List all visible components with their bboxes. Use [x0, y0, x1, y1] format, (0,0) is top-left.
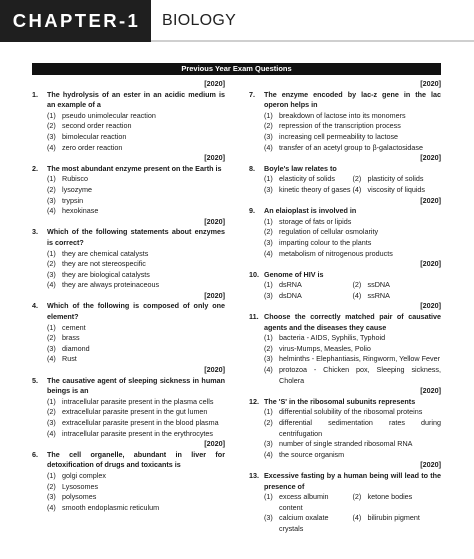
option-text: trypsin — [62, 195, 84, 205]
option-label: (4) — [352, 290, 362, 300]
option-label: (4) — [47, 502, 56, 512]
option-row — [32, 344, 225, 355]
option-label: (2) — [352, 174, 362, 184]
option-text: ketone bodies — [367, 492, 413, 502]
section-banner: Previous Year Exam Questions — [32, 63, 441, 75]
option-label: (3) — [264, 131, 273, 141]
option-label: (2) — [352, 280, 362, 290]
option-pair-row — [249, 291, 441, 302]
option-text: kinetic theory of gases — [279, 184, 351, 194]
question-number: 5. — [32, 375, 38, 385]
option-row — [249, 227, 441, 238]
option-pair-row — [249, 174, 441, 185]
year-tag: [2020] — [420, 460, 441, 470]
option-label: (4) — [264, 449, 273, 459]
option-row — [32, 482, 225, 493]
option-row — [32, 397, 225, 408]
option-pair-row — [249, 513, 441, 534]
option-text: metabolism of nitrogenous products — [279, 248, 393, 258]
option-row — [32, 492, 225, 503]
option-row — [249, 238, 441, 249]
option-text: polysomes — [62, 492, 97, 502]
option-text: lysozyme — [62, 184, 92, 194]
left-column — [32, 79, 225, 513]
page-header — [0, 0, 474, 42]
option-row — [32, 407, 225, 418]
option-label: (2) — [47, 259, 56, 269]
question-text: The 'S' in the ribosomal subunits represents — [264, 396, 416, 406]
option-text: repression of the transcription process — [279, 121, 401, 131]
question-number: 2. — [32, 163, 38, 173]
option-row — [32, 206, 225, 217]
option-row — [249, 450, 441, 461]
year-tag: [2020] — [204, 290, 225, 300]
question-stem — [32, 164, 225, 175]
chapter-label: CHAPTER-1 — [0, 0, 151, 42]
option-label: (4) — [47, 428, 56, 438]
question-text: Boyle's law relates to — [264, 163, 337, 173]
option-text: diamond — [62, 343, 90, 353]
option-text: intracellular parasite present in the plasma cells — [62, 396, 214, 406]
question-number: 4. — [32, 301, 38, 311]
year-tag: [2020] — [420, 301, 441, 311]
option-row — [32, 471, 225, 482]
option-item — [264, 291, 353, 302]
option-row — [32, 143, 225, 154]
option-label: (1) — [47, 174, 56, 184]
header-divider — [151, 40, 474, 42]
option-row — [32, 121, 225, 132]
option-text: helminths - Elephantiasis, Ringworm, Yellow Fever — [279, 354, 440, 364]
option-row — [249, 143, 441, 154]
option-item — [353, 291, 442, 302]
question-stem — [249, 206, 441, 217]
option-text: excess albumin content — [279, 492, 329, 512]
option-label: (3) — [47, 269, 56, 279]
question-number: 12. — [249, 396, 259, 406]
option-label: (2) — [352, 492, 362, 502]
year-tag: [2020] — [420, 79, 441, 88]
year-tag: [2020] — [204, 216, 225, 226]
option-label: (2) — [264, 343, 273, 353]
option-label: (3) — [264, 439, 273, 449]
question-number: 9. — [249, 206, 255, 216]
option-row — [32, 270, 225, 281]
option-label: (3) — [264, 354, 273, 364]
option-row — [249, 407, 441, 418]
option-text: they are biological catalysts — [62, 269, 150, 279]
year-tag: [2020] — [420, 153, 441, 163]
option-text: calcium oxalate crystals — [279, 513, 329, 533]
option-row — [32, 503, 225, 514]
question-stem — [249, 270, 441, 281]
option-label: (1) — [264, 110, 273, 120]
option-text: differential sedimentation rates during centrifugation — [279, 418, 441, 438]
option-text: increasing cell permeability to lactose — [279, 131, 399, 141]
option-text: zero order reaction — [62, 142, 123, 152]
option-label: (1) — [264, 174, 273, 184]
option-label: (2) — [264, 121, 273, 131]
option-label: (1) — [264, 216, 273, 226]
option-item — [264, 513, 353, 534]
option-text: differential solubility of the ribosomal proteins — [279, 407, 423, 417]
option-row — [32, 132, 225, 143]
question-text: The most abundant enzyme present on the Earth is — [47, 163, 222, 173]
option-text: number of single stranded ribosomal RNA — [279, 439, 413, 449]
option-text: Lysosomes — [62, 481, 99, 491]
option-text: regulation of cellular osmolarity — [279, 227, 379, 237]
option-text: bimolecular reaction — [62, 131, 127, 141]
option-label: (2) — [47, 333, 56, 343]
option-text: pseudo unimolecular reaction — [62, 110, 156, 120]
option-pair-row — [249, 492, 441, 513]
option-label: (4) — [47, 142, 56, 152]
option-text: imparting colour to the plants — [279, 237, 372, 247]
option-label: (3) — [47, 418, 56, 427]
option-text: they are chemical catalysts — [62, 248, 149, 258]
question-stem — [32, 227, 225, 248]
option-label: (3) — [264, 513, 273, 523]
question-number: 11. — [249, 312, 259, 322]
option-item — [353, 174, 442, 185]
option-label: (1) — [47, 110, 56, 120]
question-stem — [249, 164, 441, 175]
option-label: (3) — [47, 131, 56, 141]
option-row — [249, 439, 441, 450]
option-pair-row — [249, 280, 441, 291]
year-tag: [2020] — [204, 153, 225, 163]
option-row — [32, 196, 225, 207]
question-text: The hydrolysis of an ester in an acidic medium is an example of a — [47, 89, 225, 110]
option-row — [32, 259, 225, 270]
option-label: (4) — [352, 184, 362, 194]
option-label: (2) — [264, 227, 273, 237]
right-column — [249, 79, 441, 535]
question-text: Genome of HIV is — [264, 269, 324, 279]
question-number: 7. — [249, 89, 255, 99]
option-label: (3) — [264, 184, 273, 194]
option-text: ssDNA — [367, 280, 390, 290]
option-item — [353, 513, 442, 534]
question-number: 8. — [249, 163, 255, 173]
option-text: viscosity of liquids — [367, 184, 426, 194]
question-text: Excessive fasting by a human being will lead to the presence of — [264, 470, 441, 491]
question-number: 10. — [249, 269, 259, 279]
option-row — [249, 249, 441, 260]
option-text: they are not stereospecific — [62, 259, 146, 269]
option-row — [32, 111, 225, 122]
option-label: (3) — [264, 237, 273, 247]
option-text: storage of fats or lipids — [279, 216, 352, 226]
option-label: (1) — [264, 492, 273, 502]
option-pair-row — [249, 185, 441, 196]
option-text: the source organism — [279, 449, 345, 459]
option-text: extracellular parasite present in the blood plasma — [62, 418, 219, 427]
question-text: Which of the following statements about enzymes is correct? — [47, 227, 225, 247]
option-label: (4) — [264, 248, 273, 258]
option-row — [249, 344, 441, 355]
year-tag: [2020] — [204, 365, 225, 375]
option-label: (1) — [47, 322, 56, 332]
question-text: The cell organelle, abundant in liver for detoxification of drugs and toxicants is — [47, 449, 225, 470]
option-text: ssRNA — [367, 290, 390, 300]
option-item — [353, 280, 442, 291]
option-text: virus-Mumps, Measles, Polio — [279, 343, 371, 353]
option-label: (1) — [47, 248, 56, 258]
question-text: Which of the following is composed of only one element? — [47, 301, 225, 322]
option-text: dsRNA — [279, 280, 302, 290]
option-text: bilirubin pigment — [367, 513, 420, 523]
option-label: (1) — [264, 280, 273, 290]
question-text: Choose the correctly matched pair of causative agents and the diseases they cause — [264, 312, 441, 332]
option-label: (4) — [47, 354, 56, 364]
option-row — [32, 174, 225, 185]
option-row — [32, 429, 225, 440]
option-row — [32, 280, 225, 291]
question-stem — [32, 90, 225, 111]
option-label: (1) — [264, 407, 273, 417]
option-text: intracellular parasite present in the erythrocytes — [62, 428, 214, 438]
option-label: (2) — [47, 121, 56, 131]
option-text: elasticity of solids — [279, 174, 335, 184]
question-number: 6. — [32, 449, 38, 459]
option-text: transfer of an acetyl group to β-galactosidase — [279, 142, 423, 152]
option-label: (4) — [352, 513, 362, 523]
option-row — [32, 333, 225, 344]
option-text: they are always proteinaceous — [62, 280, 160, 290]
option-text: plasticity of solids — [367, 174, 424, 184]
option-text: hexokinase — [62, 206, 99, 216]
year-tag: [2020] — [420, 195, 441, 205]
option-row — [32, 354, 225, 365]
option-label: (2) — [264, 418, 273, 427]
option-row — [32, 418, 225, 429]
option-text: Rubisco — [62, 174, 88, 184]
subject-title: BIOLOGY — [162, 12, 237, 29]
option-item — [264, 492, 353, 513]
option-label: (1) — [47, 470, 56, 480]
option-text: breakdown of lactose into its monomers — [279, 110, 406, 120]
option-label: (4) — [47, 206, 56, 216]
question-stem — [249, 471, 441, 492]
option-label: (3) — [47, 492, 56, 502]
option-row — [32, 185, 225, 196]
option-row — [249, 121, 441, 132]
option-row — [32, 249, 225, 260]
option-text: bacteria - AIDS, Syphilis, Typhoid — [279, 333, 386, 343]
question-stem — [249, 312, 441, 333]
option-text: second order reaction — [62, 121, 132, 131]
option-text: protozoa - Chicken pox, Sleeping sickness, Cholera — [279, 365, 441, 385]
option-row — [249, 333, 441, 344]
question-stem — [32, 376, 225, 397]
option-label: (3) — [264, 290, 273, 300]
option-label: (2) — [47, 407, 56, 417]
question-number: 3. — [32, 227, 38, 237]
option-label: (4) — [264, 142, 273, 152]
option-item — [264, 280, 353, 291]
question-text: An elaioplast is involved in — [264, 206, 357, 216]
question-stem — [32, 450, 225, 471]
option-text: brass — [62, 333, 80, 343]
question-text: The enzyme encoded by lac-z gene in the lac operon helps in — [264, 89, 441, 110]
option-label: (1) — [264, 333, 273, 343]
option-item — [264, 174, 353, 185]
year-tag: [2020] — [204, 79, 225, 88]
option-row — [249, 354, 441, 365]
question-stem — [32, 301, 225, 322]
option-text: Rust — [62, 354, 77, 364]
option-row — [249, 217, 441, 228]
option-text: cement — [62, 322, 86, 332]
question-text: The causative agent of sleeping sickness in human beings is an — [47, 375, 225, 396]
year-tag: [2020] — [420, 386, 441, 396]
year-tag: [2020] — [204, 439, 225, 449]
option-label: (2) — [47, 184, 56, 194]
option-label: (1) — [47, 396, 56, 406]
option-label: (2) — [47, 481, 56, 491]
option-text: smooth endoplasmic reticulum — [62, 502, 160, 512]
option-text: dsDNA — [279, 290, 302, 300]
year-tag: [2020] — [420, 259, 441, 269]
option-item — [353, 185, 442, 196]
option-row — [249, 132, 441, 143]
option-text: extracellular parasite present in the gut lumen — [62, 407, 208, 417]
option-text: golgi complex — [62, 470, 106, 480]
option-row — [32, 323, 225, 334]
option-row — [249, 418, 441, 439]
option-label: (3) — [47, 343, 56, 353]
question-number: 13. — [249, 470, 259, 480]
option-item — [353, 492, 442, 513]
question-stem — [249, 397, 441, 408]
option-label: (4) — [47, 280, 56, 290]
option-row — [249, 111, 441, 122]
option-label: (4) — [264, 365, 273, 375]
option-row — [249, 365, 441, 386]
option-item — [264, 185, 353, 196]
option-label: (3) — [47, 195, 56, 205]
question-stem — [249, 90, 441, 111]
question-number: 1. — [32, 89, 38, 99]
